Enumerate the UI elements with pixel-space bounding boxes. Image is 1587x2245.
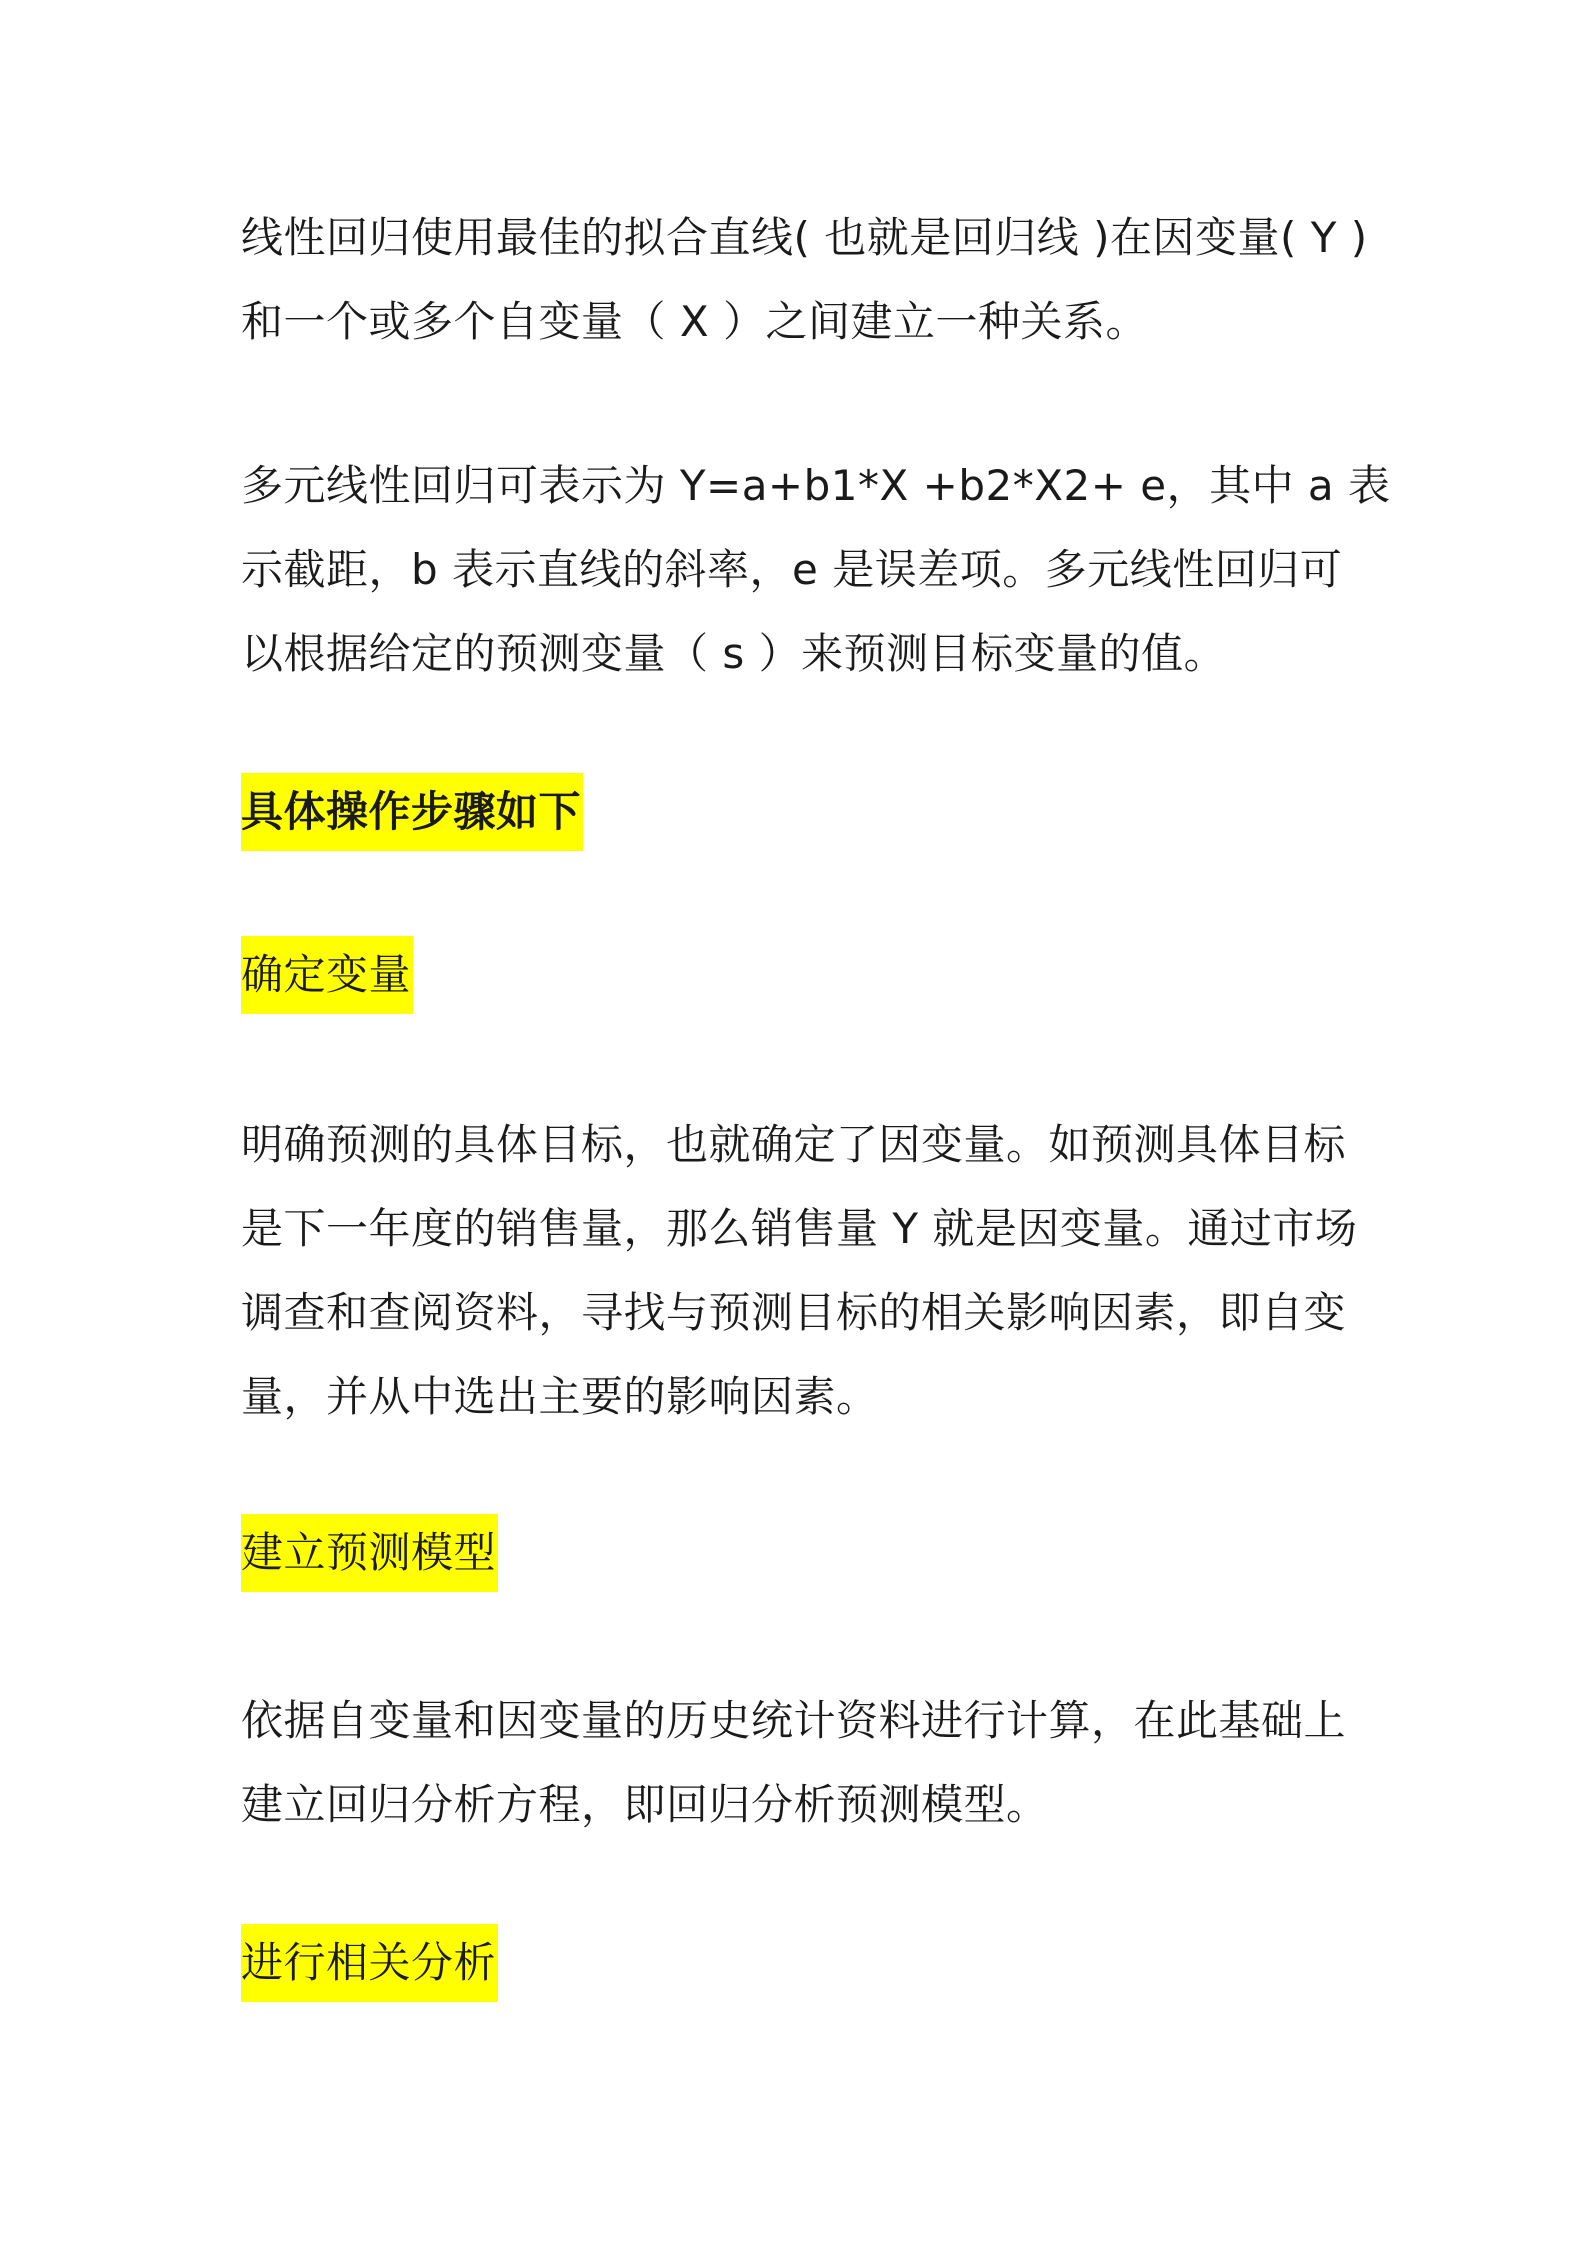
highlighted-heading-text: 建立预测模型	[241, 1514, 498, 1592]
determine-variables-paragraph	[241, 1103, 1357, 1439]
text-line: 和一个或多个自变量（ X ）之间建立一种关系。	[241, 297, 1148, 346]
text-line: 线性回归使用最佳的拟合直线( 也就是回归线 )在因变量( Y )	[241, 213, 1368, 262]
text-line: 调查和查阅资料，寻找与预测目标的相关影响因素，即自变	[241, 1288, 1347, 1337]
text-line: 示截距，b 表示直线的斜率，e 是误差项。多元线性回归可	[241, 545, 1343, 594]
text-line: 明确预测的具体目标，也就确定了因变量。如预测具体目标	[241, 1120, 1347, 1169]
highlighted-heading-text: 具体操作步骤如下	[241, 773, 583, 851]
formula-paragraph	[241, 444, 1391, 696]
text-line: 以根据给定的预测变量（ s ）来预测目标变量的值。	[241, 629, 1227, 678]
highlighted-heading-text: 进行相关分析	[241, 1924, 498, 2002]
text-line: 依据自变量和因变量的历史统计资料进行计算，在此基础上	[241, 1696, 1347, 1745]
text-line: 多元线性回归可表示为 Y=a+b1*X +b2*X2+ e，其中 a 表	[241, 461, 1391, 510]
highlighted-heading-text: 确定变量	[241, 936, 413, 1014]
build-model-paragraph	[241, 1679, 1346, 1847]
text-line: 量，并从中选出主要的影响因素。	[241, 1372, 879, 1421]
step-heading-correlation-analysis	[241, 1924, 498, 2002]
step-heading-build-model	[241, 1514, 498, 1592]
text-line: 建立回归分析方程，即回归分析预测模型。	[241, 1780, 1049, 1829]
text-line: 是下一年度的销售量，那么销售量 Y 就是因变量。通过市场	[241, 1204, 1358, 1253]
intro-paragraph	[241, 196, 1368, 364]
step-heading-determine-variables	[241, 936, 413, 1014]
main-heading	[241, 773, 583, 851]
